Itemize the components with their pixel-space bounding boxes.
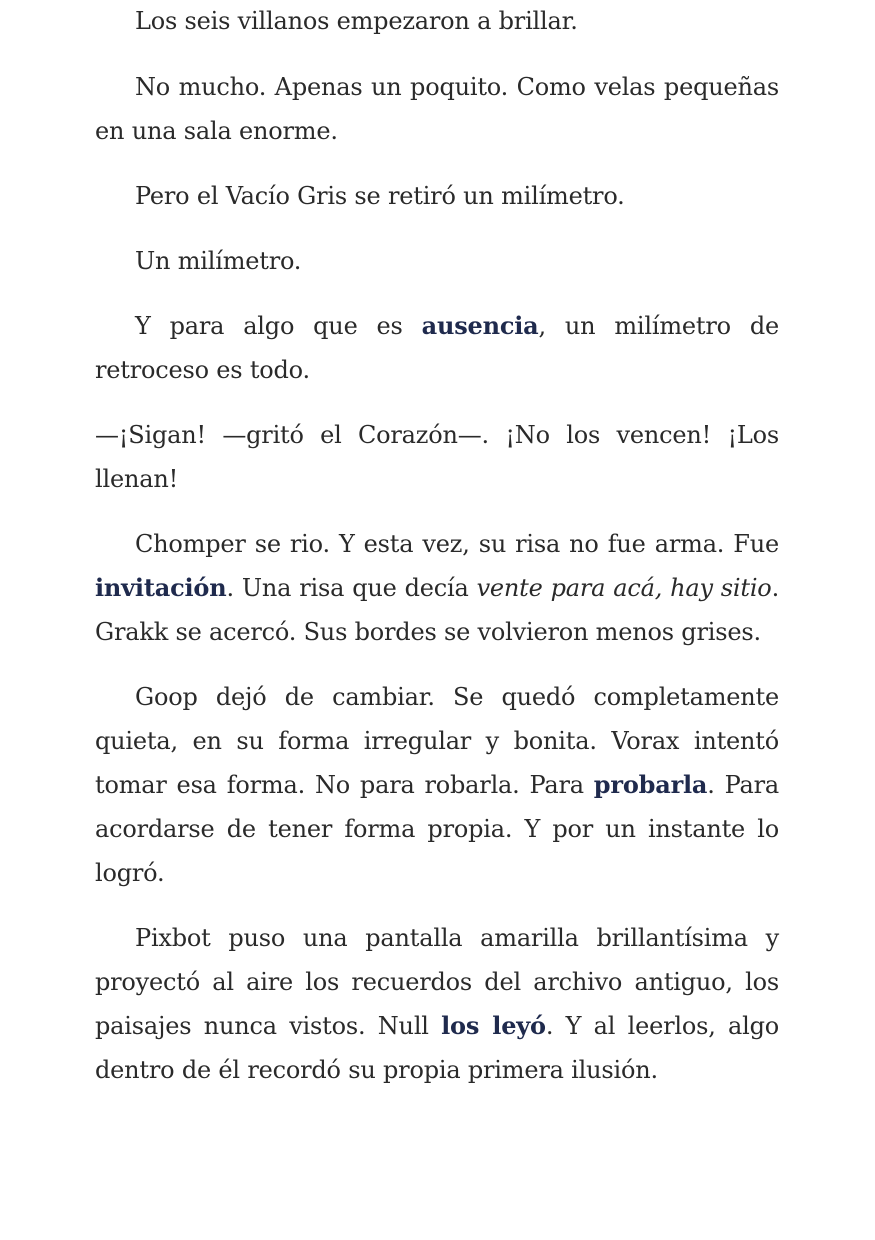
document-page <box>95 0 779 1113</box>
text-run: —¡Sigan! —gritó el Corazón—. ¡No los vencen! ¡Los llenan! <box>95 421 779 493</box>
text-run: Y para algo que es <box>135 312 422 340</box>
emphasized-word: probarla <box>593 770 708 799</box>
italic-phrase: vente para acá, hay sitio <box>476 574 772 602</box>
text-run: . Y al leerlos, algo dentro de él recordó su propia primera ilusión. <box>95 1012 779 1084</box>
emphasized-word: los leyó <box>441 1011 546 1040</box>
text-run: Un milímetro. <box>135 247 302 275</box>
text-run: Pixbot puso una pantalla amarilla brillantísima y proyectó al aire los recuerdos del archivo antiguo, los paisajes nunca vistos. Null <box>95 924 779 1040</box>
text-run: Goop dejó de cambiar. Se quedó completamente quieta, en su forma irregular y bonita. Vorax intentó tomar esa forma. No para robarla. Para <box>95 683 779 799</box>
text-run: . Una risa que decía <box>226 574 477 602</box>
paragraph-p3 <box>95 174 779 218</box>
text-run: Pero el Vacío Gris se retiró un milímetro. <box>135 182 625 210</box>
paragraph-p2 <box>95 65 779 153</box>
paragraph-p5 <box>95 304 779 392</box>
emphasized-word: invitación <box>95 573 227 602</box>
paragraph-p6 <box>95 413 779 501</box>
text-run: Chomper se rio. Y esta vez, su risa no fue arma. Fue <box>135 530 779 558</box>
paragraph-p9 <box>95 916 779 1092</box>
paragraph-p1 <box>95 0 779 43</box>
emphasized-word: ausencia <box>421 311 539 340</box>
text-run: No mucho. Apenas un poquito. Como velas pequeñas en una sala enorme. <box>95 73 779 145</box>
text-run: . Para acordarse de tener forma propia. Y por un instante lo logró. <box>95 771 779 887</box>
paragraph-p8 <box>95 675 779 895</box>
text-run: Los seis villanos empezaron a brillar. <box>135 7 578 35</box>
text-run: , un milímetro de retroceso es todo. <box>95 312 779 384</box>
paragraph-p4 <box>95 239 779 283</box>
paragraph-p7 <box>95 522 779 654</box>
text-run: . Grakk se acercó. Sus bordes se volvieron menos grises. <box>95 574 779 646</box>
